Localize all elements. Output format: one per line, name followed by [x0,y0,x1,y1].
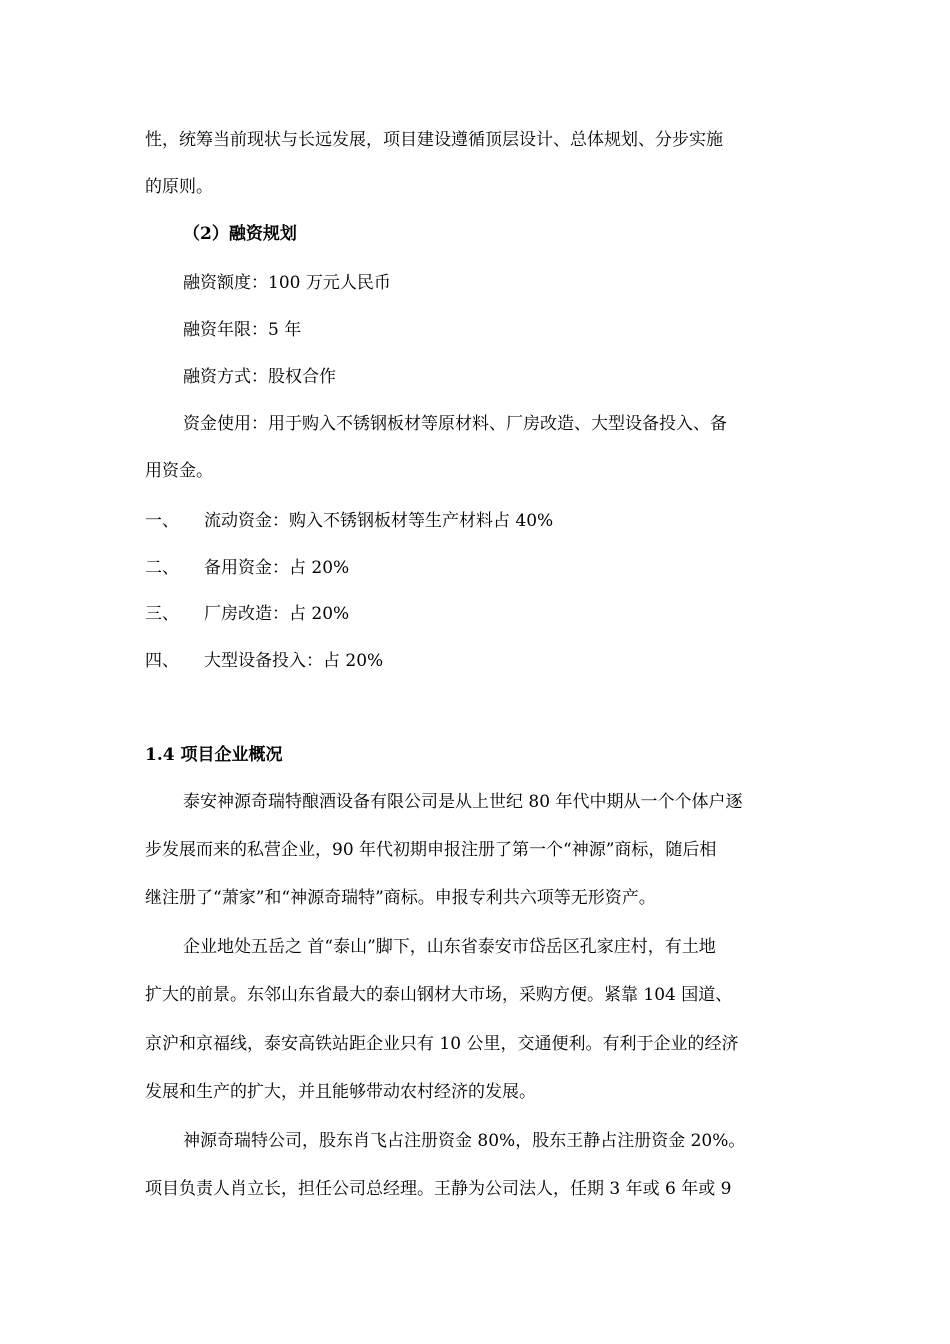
company-p2-line-4: 发展和生产的扩大，并且能够带动农村经济的发展。 [145,1082,536,1102]
company-p1-line-2: 步发展而来的私营企业，90 年代初期申报注册了第一个“神源”商标，随后相 [145,840,717,860]
company-p3-line-2: 项目负责人肖立长，担任公司总经理。王静为公司法人，任期 3 年或 6 年或 9 [145,1179,732,1199]
financing-heading: （2）融资规划 [183,224,297,244]
list-item: 厂房改造：占 20% [204,604,350,624]
company-heading: 1.4 项目企业概况 [145,745,283,765]
company-p2-line-2: 扩大的前景。东邻山东省最大的泰山钢材大市场，采购方便。紧靠 104 国道、 [145,985,733,1005]
financing-amount: 融资额度：100 万元人民币 [183,273,391,293]
financing-method: 融资方式：股权合作 [183,367,336,387]
intro-line-2: 的原则。 [145,177,213,197]
list-marker: 二、 [145,558,179,578]
list-item: 大型设备投入：占 20% [204,651,384,671]
financing-usage-line-2: 用资金。 [145,461,213,481]
list-item: 流动资金：购入不锈钢板材等生产材料占 40% [204,511,554,531]
list-marker: 一、 [145,511,179,531]
list-marker: 四、 [145,651,179,671]
company-p3-line-1: 神源奇瑞特公司，股东肖飞占注册资金 80%，股东王静占注册资金 20%。 [183,1131,746,1151]
intro-line-1: 性，统筹当前现状与长远发展，项目建设遵循顶层设计、总体规划、分步实施 [145,130,723,150]
company-p2-line-3: 京沪和京福线，泰安高铁站距企业只有 10 公里，交通便利。有利于企业的经济 [145,1034,739,1054]
company-p1-line-3: 继注册了“萧家”和“神源奇瑞特”商标。申报专利共六项等无形资产。 [145,888,656,908]
company-p2-line-1: 企业地处五岳之 首“泰山”脚下，山东省泰安市岱岳区孔家庄村，有土地 [183,937,716,957]
financing-usage-line-1: 资金使用：用于购入不锈钢板材等原材料、厂房改造、大型设备投入、备 [183,414,727,434]
company-p1-line-1: 泰安神源奇瑞特酿酒设备有限公司是从上世纪 80 年代中期从一个个体户逐 [183,792,743,812]
financing-term: 融资年限：5 年 [183,320,302,340]
list-marker: 三、 [145,604,179,624]
list-item: 备用资金：占 20% [204,558,350,578]
